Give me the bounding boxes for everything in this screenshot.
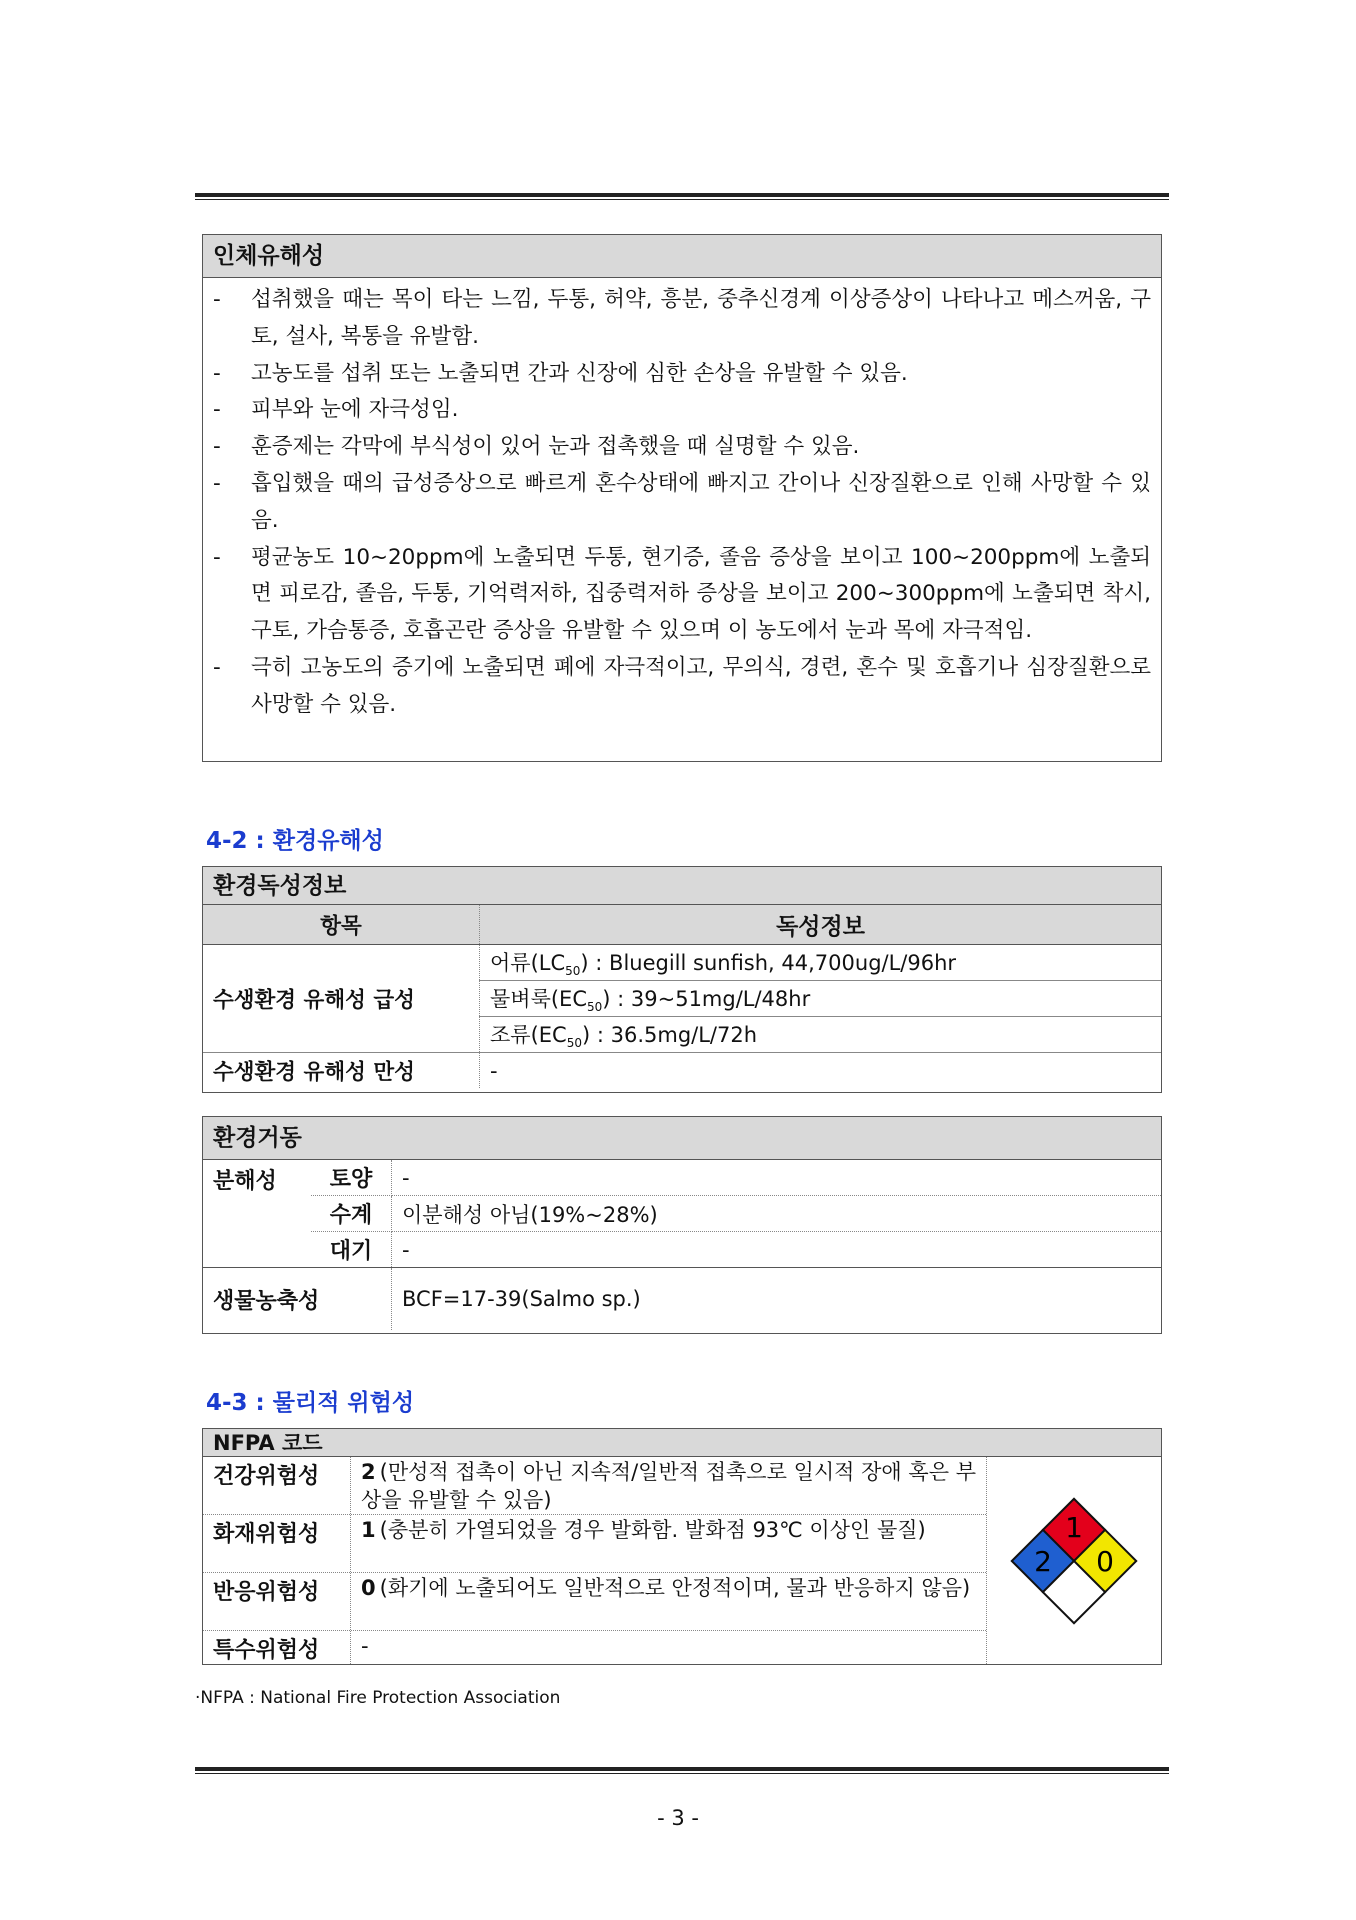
- table-row: [203, 1573, 986, 1631]
- page-number: - 3 -: [657, 1806, 699, 1830]
- nfpa-diamond: [987, 1457, 1161, 1664]
- table-row: [203, 1196, 1161, 1232]
- section-title-phys: 4-3 : 물리적 위험성: [206, 1390, 415, 1416]
- bottom-rule: [195, 1767, 1169, 1771]
- table-row: [203, 1631, 986, 1664]
- acute-label: 수생환경 유해성 급성: [203, 945, 480, 1053]
- section-title-env: 4-2 : 환경유해성: [206, 828, 384, 854]
- env-fate-table: [203, 1160, 1161, 1330]
- diamond-health-number: 2: [1034, 1544, 1052, 1578]
- table-row: [203, 1457, 986, 1515]
- human-toxicity-title: 인체유해성: [203, 235, 1161, 278]
- health-value: 2 (만성적 접촉이 아닌 지속적/일반적 접촉으로 일시적 장애 혹은 부상을 유발할 수 있음): [361, 1460, 976, 1512]
- acute-fish: 어류$(LC_{50})$ : Bluegill sunfish, 44,700ug/L/96hr: [480, 945, 1162, 981]
- table-row: [203, 1160, 1161, 1196]
- list-item: - 고농도를 섭취 또는 노출되면 간과 신장에 심한 손상을 유발할 수 있음.: [213, 360, 908, 386]
- table-row: [203, 945, 1161, 981]
- table-row: [203, 1515, 986, 1573]
- col-header-item: 항목: [203, 905, 480, 945]
- diamond-reactivity-number: 0: [1096, 1544, 1114, 1578]
- human-toxicity-list: [203, 278, 1161, 724]
- diamond-fire-number: 1: [1065, 1510, 1083, 1544]
- air-value: -: [392, 1232, 1162, 1268]
- air-label: 대기: [311, 1232, 392, 1268]
- table-row: [203, 1053, 1161, 1089]
- water-label: 수계: [311, 1196, 392, 1232]
- water-value: 이분해성 아님(19%~28%): [392, 1196, 1162, 1232]
- nfpa-title: NFPA 코드: [203, 1429, 1161, 1457]
- soil-label: 토양: [311, 1160, 392, 1196]
- degradability-label: 분해성: [203, 1160, 311, 1268]
- special-value: -: [361, 1634, 369, 1658]
- list-item: - 훈증제는 각막에 부식성이 있어 눈과 접촉했을 때 실명할 수 있음.: [213, 434, 860, 460]
- env-fate-box: [202, 1116, 1162, 1334]
- chronic-label: 수생환경 유해성 만성: [203, 1053, 480, 1089]
- footnote: ·NFPA : National Fire Protection Association: [195, 1688, 561, 1708]
- nfpa-box: [202, 1428, 1162, 1665]
- fire-label: 화재위험성: [203, 1515, 351, 1572]
- health-label: 건강위험성: [203, 1457, 351, 1514]
- nfpa-diamond-icon: [1008, 1495, 1140, 1627]
- list-item: - 섭취했을 때는 목이 타는 느낌, 두통, 허약, 흥분, 중추신경계 이상증상이 나타나고 메스꺼움, 구토, 설사, 복통을 유발함.: [213, 287, 1151, 349]
- acute-daphnia: 물벼룩$(EC_{50})$ : 39~51mg/L/48hr: [480, 981, 1162, 1017]
- bio-label: 생물농축성: [203, 1268, 392, 1331]
- env-toxicity-table: [203, 905, 1161, 1088]
- env-fate-title: 환경거동: [203, 1117, 1161, 1160]
- list-item: - 피부와 눈에 자극성임.: [213, 397, 459, 423]
- col-header-info: 독성정보: [480, 905, 1162, 945]
- soil-value: -: [392, 1160, 1162, 1196]
- acute-algae: 조류$(EC_{50})$ : 36.5mg/L/72h: [480, 1017, 1162, 1053]
- special-label: 특수위험성: [203, 1631, 351, 1664]
- env-toxicity-title: 환경독성정보: [203, 867, 1161, 905]
- human-toxicity-box: [202, 234, 1162, 762]
- top-rule: [195, 193, 1169, 197]
- list-item: - 흡입했을 때의 급성증상으로 빠르게 혼수상태에 빠지고 간이나 신장질환으로 인해 사망할 수 있음.: [213, 470, 1151, 533]
- list-item: - 평균농도 10~20ppm에 노출되면 두통, 현기증, 졸음 증상을 보이고 100~200ppm에 노출되면 피로감, 졸음, 두통, 기억력저하, 집중력저하 증상을 보이고 200~300ppm에 노출되면 착시, 구토, 가슴통증, 호흡곤란 증상을 유발할 수 있으며 이 농도에서 눈과 목에 자극적임.: [213, 544, 1151, 644]
- table-row: [203, 1232, 1161, 1268]
- list-item: - 극히 고농도의 증기에 노출되면 폐에 자극적이고, 무의식, 경련, 혼수 및 호흡기나 심장질환으로 사망할 수 있음.: [213, 654, 1151, 717]
- env-toxicity-box: [202, 866, 1162, 1093]
- bio-value: BCF=17-39(Salmo sp.): [402, 1287, 641, 1311]
- table-row: [203, 1268, 1161, 1331]
- fire-value: 1 (충분히 가열되었을 경우 발화함. 발화점 93℃ 이상인 물질): [361, 1518, 926, 1542]
- reactivity-value: 0 (화기에 노출되어도 일반적으로 안정적이며, 물과 반응하지 않음): [361, 1576, 971, 1600]
- chronic-value: -: [490, 1058, 498, 1083]
- reactivity-label: 반응위험성: [203, 1573, 351, 1630]
